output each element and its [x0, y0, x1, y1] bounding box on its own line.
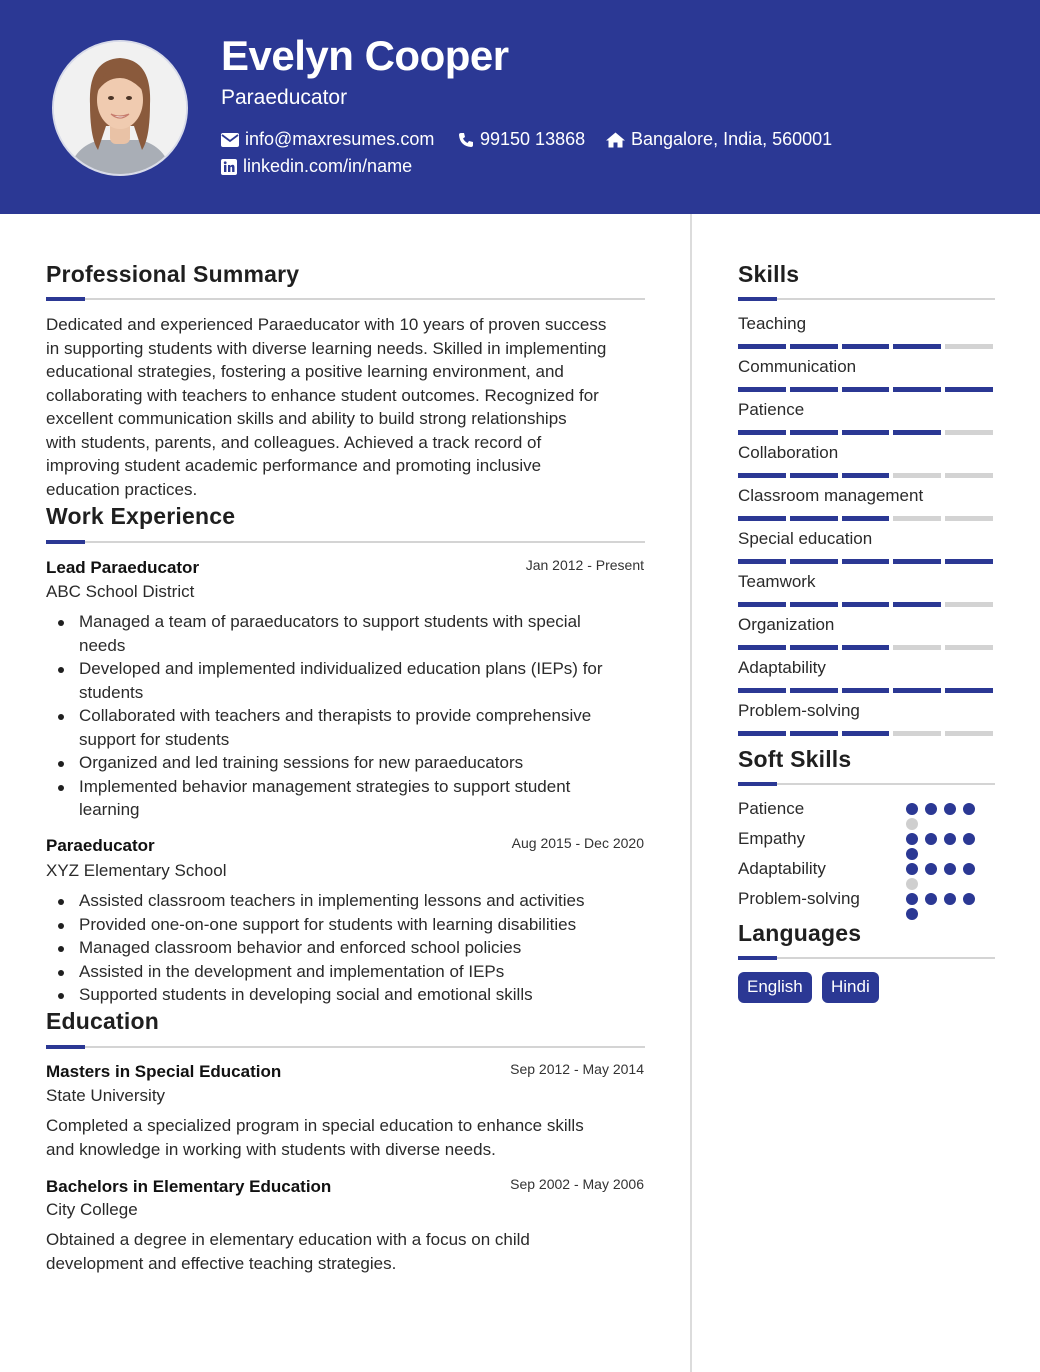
education-heading: Education [46, 1008, 159, 1034]
skill-name: Classroom management [738, 486, 924, 505]
skill-level-empty-segment [945, 645, 993, 650]
skill-name: Communication [738, 357, 857, 376]
skill-level-filled-segment [842, 387, 890, 392]
skill-level-empty-segment [945, 516, 993, 521]
job-organization: ABC School District [46, 582, 195, 601]
summary-heading: Professional Summary [46, 261, 300, 287]
degree-dates: Sep 2002 - May 2006 [510, 1176, 644, 1192]
languages-heading: Languages [738, 920, 862, 946]
job-bullet: Managed a team of paraeducators to support students with special needs [46, 610, 656, 657]
contact-linkedin[interactable] [221, 156, 412, 177]
skill-level-empty-segment [945, 344, 993, 349]
skill-level-filled-segment [842, 430, 890, 435]
skill-level-filled-segment [842, 559, 890, 564]
skill-name: Teaching [738, 314, 807, 333]
skill-level-filled-segment [790, 430, 838, 435]
rating-dot-filled [963, 893, 975, 905]
rating-dot-filled [944, 893, 956, 905]
skill-level-filled-segment [893, 430, 941, 435]
skill-level-bar [738, 387, 993, 392]
job-title: Paraeducator [46, 836, 155, 855]
skill-name: Teamwork [738, 572, 816, 591]
skill-level-filled-segment [893, 344, 941, 349]
skill-level-empty-segment [893, 516, 941, 521]
experience-heading: Work Experience [46, 503, 236, 529]
skill-level-empty-segment [945, 731, 993, 736]
rating-dot-filled [906, 848, 918, 860]
skill-level-filled-segment [842, 344, 890, 349]
contact-location [606, 129, 832, 150]
rating-dot-filled [944, 833, 956, 845]
school-name: City College [46, 1200, 138, 1219]
job-bullets [46, 889, 656, 1007]
skill-level-empty-segment [945, 473, 993, 478]
envelope-icon [221, 133, 239, 147]
languages-accent [738, 956, 777, 960]
job-bullet: Organized and led training sessions for new paraeducators [46, 751, 656, 775]
skill-level-filled-segment [790, 688, 838, 693]
skill-level-filled-segment [738, 602, 786, 607]
rating-dot-filled [944, 803, 956, 815]
skill-level-filled-segment [893, 387, 941, 392]
language-badge: Hindi [822, 972, 879, 1003]
skill-level-filled-segment [738, 559, 786, 564]
summary-line: excellent communication skills and ability to build strong relationships [46, 409, 567, 428]
contact-location-text: Bangalore, India, 560001 [631, 129, 833, 149]
skill-level-bar [738, 559, 993, 564]
rating-dot-filled [925, 893, 937, 905]
soft-skill-name: Problem-solving [738, 889, 860, 908]
skill-level-filled-segment [842, 731, 890, 736]
job-title: Lead Paraeducator [46, 558, 200, 577]
summary-text [46, 313, 656, 501]
language-badge: English [738, 972, 812, 1003]
skill-level-filled-segment [790, 516, 838, 521]
skill-level-bar [738, 516, 993, 521]
summary-accent [46, 297, 85, 301]
job-bullets [46, 610, 656, 822]
skill-level-empty-segment [945, 430, 993, 435]
column-divider [690, 214, 692, 1372]
skill-level-bar [738, 602, 993, 607]
skill-level-bar [738, 688, 993, 693]
skill-level-filled-segment [945, 688, 993, 693]
skill-level-bar [738, 645, 993, 650]
skill-level-filled-segment [893, 559, 941, 564]
candidate-role: Paraeducator [221, 86, 348, 109]
profile-photo [52, 40, 188, 176]
resume-header [0, 0, 1040, 214]
skill-level-filled-segment [738, 688, 786, 693]
contact-phone-text: 99150 13868 [480, 129, 586, 149]
summary-line: with students, parents, and colleagues. Achieved a track record of [46, 432, 542, 452]
skills-heading: Skills [738, 261, 800, 287]
skill-name: Adaptability [738, 658, 826, 677]
skill-level-filled-segment [945, 559, 993, 564]
contact-phone[interactable] [458, 129, 585, 150]
skill-level-bar [738, 344, 993, 349]
skill-level-filled-segment [738, 344, 786, 349]
rating-dot-filled [906, 833, 918, 845]
skill-level-filled-segment [842, 645, 890, 650]
skill-level-filled-segment [790, 645, 838, 650]
skill-level-filled-segment [738, 645, 786, 650]
skill-level-filled-segment [738, 387, 786, 392]
skill-level-filled-segment [738, 430, 786, 435]
skill-level-filled-segment [790, 387, 838, 392]
education-accent [46, 1045, 85, 1049]
job-dates: Aug 2015 - Dec 2020 [511, 835, 644, 851]
contact-email[interactable] [221, 129, 434, 150]
soft-skill-name: Adaptability [738, 859, 826, 878]
skill-level-filled-segment [790, 344, 838, 349]
skill-level-filled-segment [842, 473, 890, 478]
skill-name: Collaboration [738, 443, 839, 462]
skill-level-filled-segment [790, 602, 838, 607]
job-bullet: Supported students in developing social and emotional skills [46, 983, 656, 1007]
rating-dot-filled [906, 803, 918, 815]
rating-dot-filled [906, 863, 918, 875]
skill-level-filled-segment [842, 688, 890, 693]
job-bullet: Collaborated with teachers and therapists to provide comprehensive support for students [46, 704, 656, 751]
job-bullet: Provided one-on-one support for students with learning disabilities [46, 913, 656, 937]
contact-email-text: info@maxresumes.com [245, 129, 435, 149]
skill-name: Problem-solving [738, 701, 860, 720]
skills-accent [738, 297, 777, 301]
school-name: State University [46, 1086, 166, 1105]
rating-dot-filled [963, 863, 975, 875]
soft-skills-heading: Soft Skills [738, 746, 852, 772]
skill-level-filled-segment [842, 516, 890, 521]
skill-level-filled-segment [738, 731, 786, 736]
rating-dot-filled [925, 833, 937, 845]
skill-level-filled-segment [893, 602, 941, 607]
degree-description: Completed a specialized program in special education to enhance skills and knowledge in working with students with diverse needs. [46, 1116, 584, 1159]
skill-level-filled-segment [842, 602, 890, 607]
linkedin-icon [221, 159, 237, 175]
rating-dot-filled [963, 803, 975, 815]
skill-level-filled-segment [738, 473, 786, 478]
summary-line: educational strategies, fostering a positive learning environment, and [46, 362, 564, 381]
job-bullet: Implemented behavior management strategies to support student learning [46, 775, 656, 822]
job-bullet: Assisted classroom teachers in implementing lessons and activities [46, 889, 656, 913]
soft-skills-accent [738, 782, 777, 786]
skill-name: Special education [738, 529, 873, 548]
degree-description: Obtained a degree in elementary education with a focus on child development and effective teaching strategies. [46, 1230, 530, 1273]
job-bullet: Developed and implemented individualized education plans (IEPs) for students [46, 657, 656, 704]
job-dates: Jan 2012 - Present [525, 557, 644, 573]
skill-level-bar [738, 473, 993, 478]
education-rule [46, 1046, 645, 1048]
job-bullet: Assisted in the development and implementation of IEPs [46, 960, 656, 984]
summary-line: education practices. [46, 479, 198, 499]
degree-dates: Sep 2012 - May 2014 [510, 1061, 644, 1077]
skill-level-filled-segment [893, 688, 941, 693]
skill-level-filled-segment [738, 516, 786, 521]
skill-level-bar [738, 430, 993, 435]
skill-level-filled-segment [945, 387, 993, 392]
rating-dot-empty [906, 818, 918, 830]
rating-dot-filled [906, 908, 918, 920]
job-organization: XYZ Elementary School [46, 861, 227, 880]
skill-level-empty-segment [893, 645, 941, 650]
rating-dot-empty [906, 878, 918, 890]
skill-level-filled-segment [790, 473, 838, 478]
rating-dot-filled [963, 833, 975, 845]
skill-level-empty-segment [945, 602, 993, 607]
candidate-name: Evelyn Cooper [221, 32, 509, 79]
skill-level-empty-segment [893, 731, 941, 736]
experience-accent [46, 540, 85, 544]
rating-dot-filled [906, 893, 918, 905]
skill-level-bar [738, 731, 993, 736]
skill-level-filled-segment [790, 731, 838, 736]
job-bullet: Managed classroom behavior and enforced school policies [46, 936, 656, 960]
phone-icon [458, 132, 474, 148]
skill-name: Patience [738, 400, 805, 419]
rating-dot-filled [944, 863, 956, 875]
summary-line: in supporting students with diverse learning needs. Skilled in implementing [46, 338, 607, 358]
summary-rule [46, 298, 645, 300]
summary-line: collaborating with teachers to enhance student outcomes. Recognized for [46, 385, 599, 405]
degree-title: Masters in Special Education [46, 1062, 282, 1081]
degree-title: Bachelors in Elementary Education [46, 1177, 332, 1196]
summary-line: improving student academic performance and promoting inclusive [46, 456, 542, 475]
skill-name: Organization [738, 615, 835, 634]
summary-line: Dedicated and experienced Paraeducator with 10 years of proven success [46, 315, 607, 334]
soft-skill-name: Empathy [738, 829, 806, 848]
experience-rule [46, 541, 645, 543]
rating-dot-filled [925, 863, 937, 875]
soft-skill-name: Patience [738, 799, 805, 818]
contact-linkedin-text: linkedin.com/in/name [243, 156, 413, 176]
skill-level-filled-segment [790, 559, 838, 564]
home-icon [606, 132, 625, 148]
profile-photo-image [54, 42, 186, 174]
rating-dot-filled [925, 803, 937, 815]
skill-level-empty-segment [893, 473, 941, 478]
